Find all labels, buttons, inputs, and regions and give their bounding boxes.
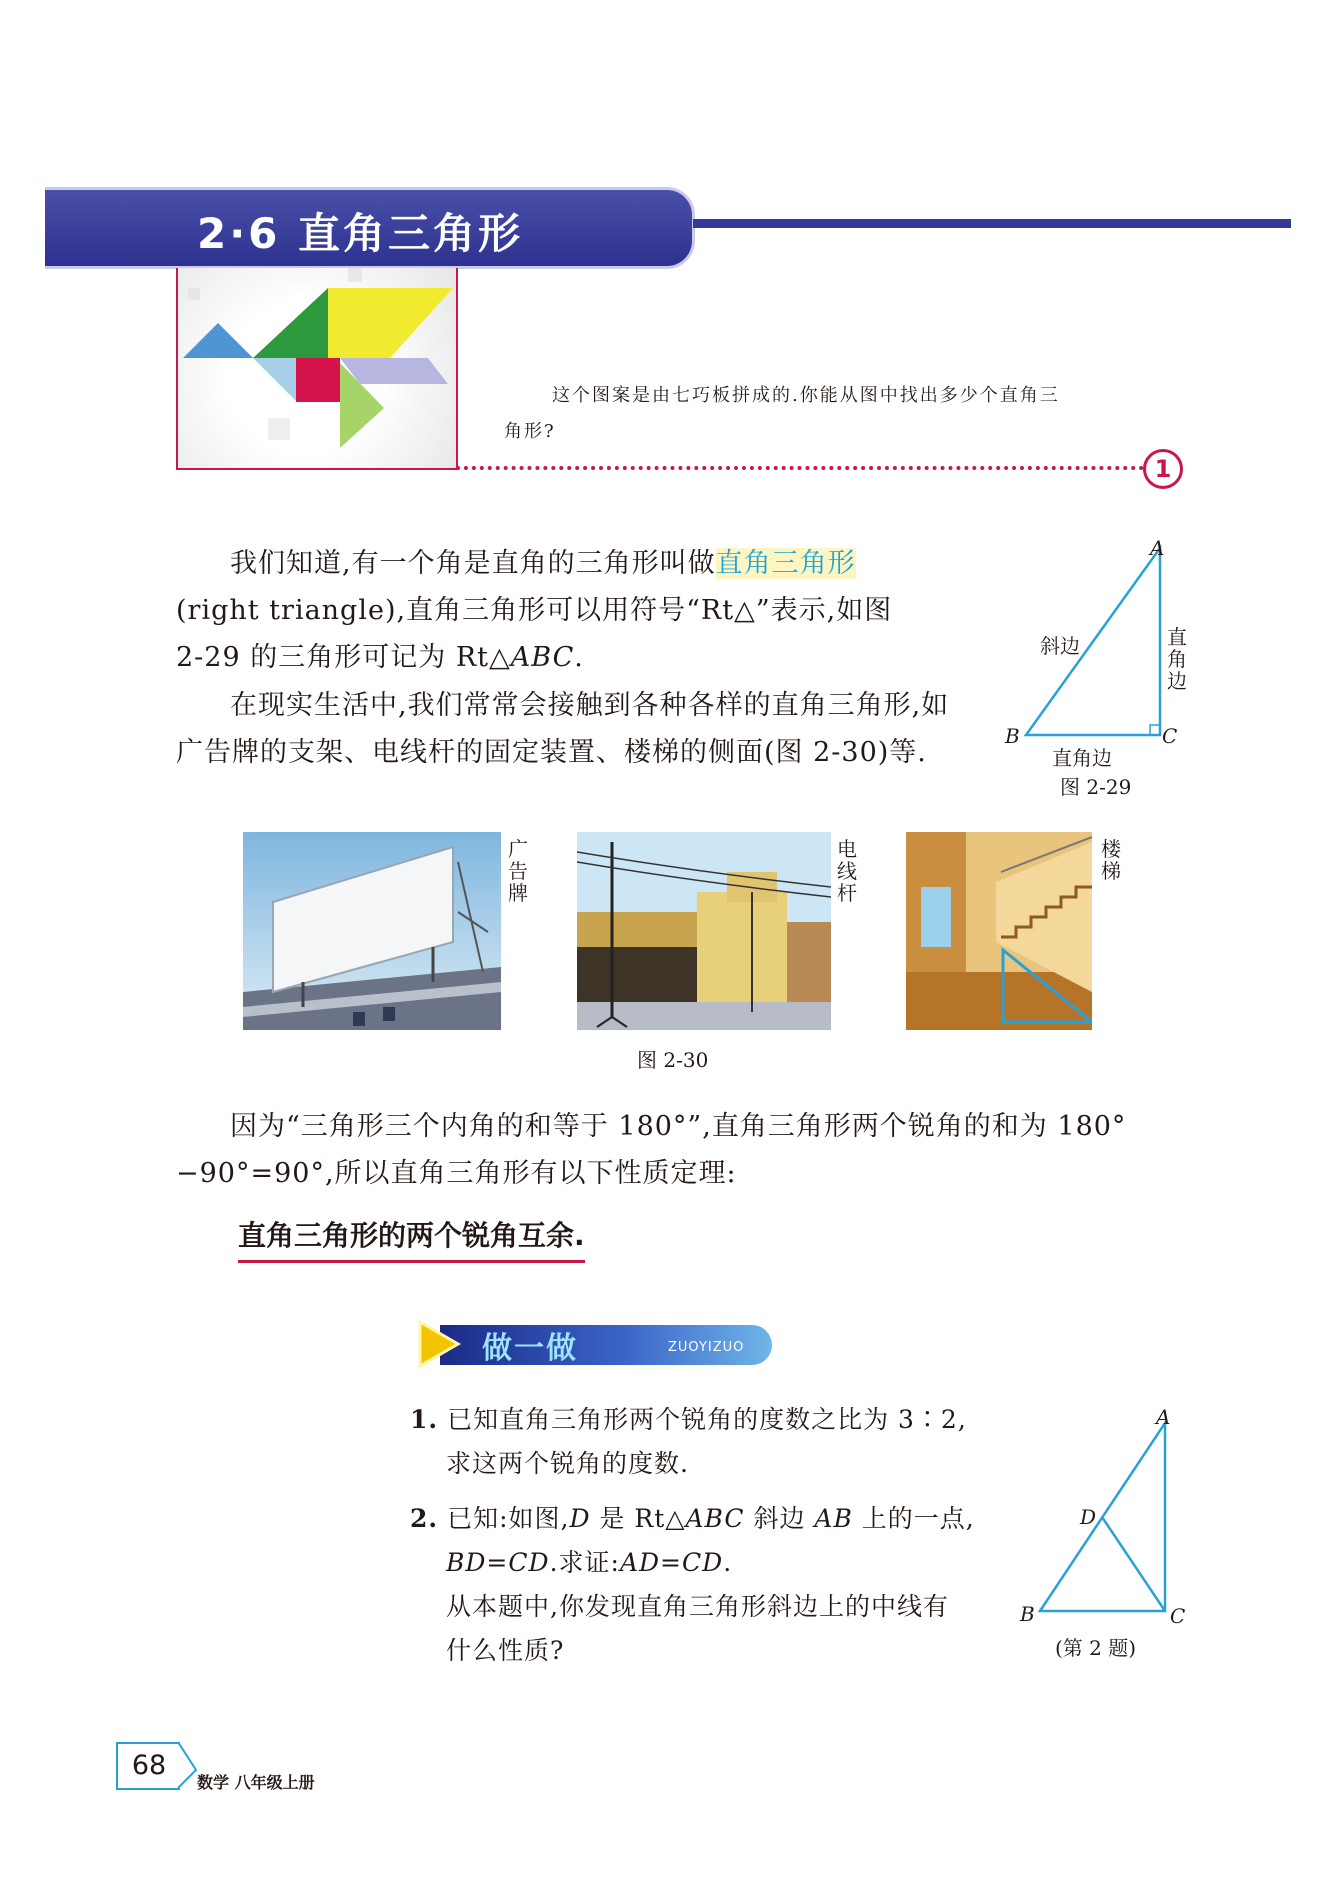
exercise-2-cd2: CD [682, 1548, 724, 1577]
tangram-lightblue-triangle [253, 358, 296, 401]
staircase-photo [906, 832, 1092, 1030]
p1-text-c1: 2-29 的三角形可记为 Rt△ [176, 642, 511, 673]
section-marker: 1 [1143, 449, 1183, 489]
intro-question-line2: 角形? [504, 421, 556, 442]
tangram-red-square [296, 358, 340, 402]
activity-subtitle: ZUOYIZUO [668, 1340, 745, 1355]
exercise-2-text-b: 是 Rt△ [590, 1504, 686, 1533]
term-right-triangle: 直角三角形 [715, 548, 856, 579]
exercise-2-line4: 什么性质? [446, 1636, 565, 1665]
vertex-a-label: A [1150, 536, 1165, 560]
tangram-yellow-piece [328, 288, 453, 358]
segment-cd [1102, 1517, 1165, 1611]
exercise-2-number: 2. [410, 1504, 439, 1533]
exercise-2-end: . [723, 1548, 733, 1577]
staircase-label: 楼梯 [1101, 837, 1121, 883]
exercise-2-ad: AD [619, 1548, 661, 1577]
paragraph-theorem-intro [176, 1103, 1206, 1197]
exercise-2-triangle: ABC [685, 1504, 745, 1533]
exercise-2-cd1: CD [508, 1548, 550, 1577]
question-2-caption: (第 2 题) [1055, 1636, 1137, 1660]
exercise-2-text-d: 上的一点, [852, 1504, 975, 1533]
p3-text: 因为“三角形三个内角的和等于 180°”,直角三角形两个锐角的和为 180°−90°=90°,所以直角三角形有以下性质定理: [176, 1111, 1127, 1189]
activity-title: 做一做 [482, 1331, 578, 1366]
q2-vertex-a: A [1156, 1405, 1171, 1429]
play-arrow-icon [416, 1318, 462, 1370]
exercise-2-eq1: = [486, 1548, 509, 1577]
utility-pole-photo [577, 832, 831, 1030]
right-angle-mark [1150, 725, 1160, 735]
exercise-2-hyp: AB [814, 1504, 853, 1533]
leg-horizontal-label: 直角边 [1052, 746, 1112, 770]
exercise-2-eq2: = [660, 1548, 682, 1577]
tangram-blue-triangle [183, 323, 253, 358]
p1-text-c2: ABC [510, 642, 575, 673]
exercise-2-bd: BD [446, 1548, 487, 1577]
exercise-1-line1: 已知直角三角形两个锐角的度数之比为 3∶2, [447, 1405, 967, 1434]
hypotenuse-label: 斜边 [1040, 634, 1080, 658]
intro-question [504, 378, 1152, 450]
exercise-1-line2: 求这两个锐角的度数. [446, 1449, 689, 1478]
leg-vertical-label: 直角边 [1167, 625, 1187, 693]
page-number: 68 [116, 1742, 180, 1790]
p1-text-c3: . [574, 642, 584, 673]
billboard-photo [243, 832, 501, 1030]
paragraph-definition [176, 540, 966, 681]
tangram-figure [176, 268, 458, 470]
tangram-green-triangle [253, 288, 328, 358]
p1-text-a: 我们知道,有一个角是直角的三角形叫做 [230, 548, 716, 579]
q2-vertex-c: C [1170, 1604, 1186, 1628]
theorem-statement: 直角三角形的两个锐角互余. [238, 1214, 585, 1263]
paragraph-examples [176, 682, 966, 776]
exercise-1-number: 1. [410, 1405, 439, 1434]
p2-text: 在现实生活中,我们常常会接触到各种各样的直角三角形,如广告牌的支架、电线杆的固定装置、楼梯的侧面(图 2-30)等. [176, 690, 950, 768]
dotted-divider [456, 466, 1144, 470]
q2-vertex-b: B [1020, 1602, 1035, 1626]
figure-2-30-caption: 图 2-30 [637, 1048, 709, 1072]
p1-text-b: (right triangle),直角三角形可以用符号“Rt△”表示,如图 [176, 595, 893, 626]
vertex-c-label: C [1162, 724, 1178, 748]
exercise-2-line3: 从本题中,你发现直角三角形斜边上的中线有 [446, 1592, 949, 1621]
section-title: 2·6 直角三角形 [197, 209, 524, 258]
exercise-1 [410, 1398, 1030, 1486]
billboard-label: 广告牌 [508, 837, 528, 905]
utility-pole-label: 电线杆 [837, 837, 857, 905]
banner-rule [693, 219, 1291, 228]
figure-question-2 [1030, 1415, 1180, 1625]
exercise-2-point-d: D [569, 1504, 591, 1533]
book-title: 数学 八年级上册 [197, 1773, 315, 1792]
exercise-2-text-a: 已知:如图, [447, 1504, 570, 1533]
exercise-2-prove: .求证: [549, 1548, 620, 1577]
figure-2-29-caption: 图 2-29 [1060, 775, 1132, 799]
vertex-b-label: B [1005, 724, 1020, 748]
exercise-2-text-c: 斜边 [744, 1504, 815, 1533]
intro-question-line1: 这个图案是由七巧板拼成的.你能从图中找出多少个直角三 [552, 385, 1060, 406]
tangram-drawing [178, 268, 456, 468]
q2-point-d: D [1080, 1505, 1097, 1529]
exercise-2 [410, 1497, 1030, 1673]
